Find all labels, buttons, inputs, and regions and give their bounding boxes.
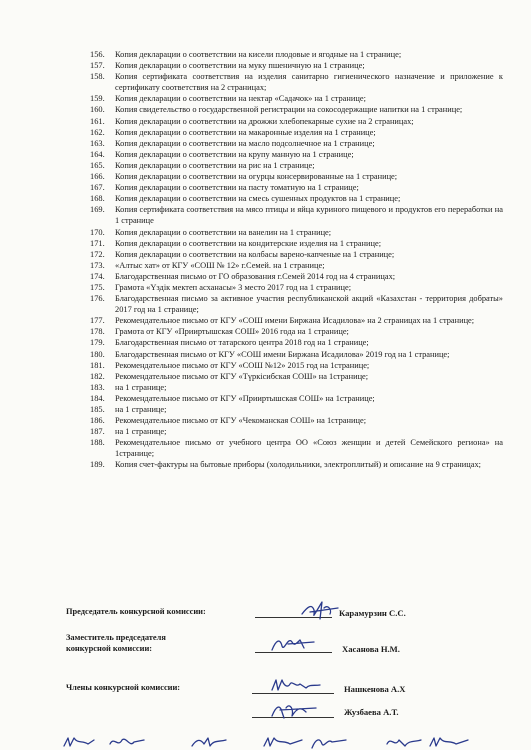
item-number: 168.	[90, 194, 105, 204]
item-text: Грамота от КГУ «Прииртышская СОШ» 2016 года на 1 странице;	[115, 327, 349, 337]
initial-mark-2	[108, 734, 148, 750]
list-item	[0, 93, 531, 104]
initial-mark-5	[310, 734, 350, 750]
item-text: Копия декларации о соответствии на рис на 1 странице;	[115, 160, 315, 170]
item-number: 170.	[90, 227, 105, 237]
list-item	[0, 138, 531, 149]
item-text: Рекомендательное письмо от учебного центра ОО «Союз женщин и детей Семейского региона» на 1странице;	[115, 438, 503, 459]
list-item	[0, 382, 531, 393]
list-item	[0, 149, 531, 160]
item-text: «Алтыс хат» от КГУ «СОШ № 12» г.Семей. на 1 странице;	[115, 260, 325, 270]
item-number: 187.	[90, 427, 105, 437]
list-item	[0, 459, 531, 470]
item-number: 172.	[90, 249, 105, 259]
initial-mark-3	[190, 734, 230, 750]
item-text: Благодарственная письмо от ГО образования г.Семей 2014 год на 4 страницах;	[115, 271, 396, 281]
list-item	[0, 349, 531, 360]
item-number: 159.	[90, 94, 105, 104]
item-number: 185.	[90, 405, 105, 414]
item-text: Благодарственная письмо от татарского центра 2018 год на 1 странице;	[115, 338, 369, 348]
list-item	[0, 182, 531, 193]
page-initials-row	[0, 730, 531, 750]
item-number: 173.	[90, 260, 105, 270]
item-text: на 1 странице;	[115, 427, 167, 437]
list-item	[0, 360, 531, 371]
deputy-role-label-1: Заместитель председателя	[66, 633, 166, 642]
member1-signature	[270, 676, 330, 696]
signature-block	[0, 600, 531, 750]
list-item	[0, 404, 531, 415]
deputy-role-label-2: конкурсной комиссии:	[66, 644, 153, 653]
item-number: 166.	[90, 172, 105, 182]
item-text: Рекомендательное письмо от КГУ «СОШ №12» 2015 год на 1странице;	[115, 360, 370, 370]
item-text: Копия декларации о соответствии на муку пшеничную на 1 странице;	[115, 61, 365, 71]
item-number: 188.	[90, 438, 105, 448]
item-number: 160.	[90, 105, 105, 115]
item-number: 184.	[90, 393, 105, 403]
list-item	[0, 415, 531, 426]
item-text: Копия декларации о соответствии на крупу манную на 1 странице;	[115, 149, 354, 159]
list-item	[0, 127, 531, 138]
attachments-list	[0, 49, 531, 471]
item-text: на 1 странице;	[115, 405, 167, 414]
initial-mark-1	[62, 734, 98, 750]
item-text: Копия декларации о соответствии на пасту томатную на 1 странице;	[115, 183, 359, 193]
item-number: 157.	[90, 61, 105, 71]
deputy-name: Хасанова Н.М.	[342, 644, 400, 654]
item-number: 156.	[90, 50, 105, 59]
item-text: Рекомендательное письмо от КГУ «Түркісибская СОШ» на 1странице;	[115, 371, 369, 381]
list-item	[0, 282, 531, 293]
list-item	[0, 326, 531, 337]
initial-mark-7	[428, 734, 472, 750]
item-text: Копия сертификата соответствия на изделия санитарно гигиенического назначение и приложение к сертификату соответствия на 2 страницах;	[115, 72, 503, 93]
list-item	[0, 60, 531, 71]
item-number: 180.	[90, 349, 105, 359]
list-item	[0, 227, 531, 238]
list-item	[0, 426, 531, 437]
item-number: 174.	[90, 271, 105, 281]
item-number: 179.	[90, 338, 105, 348]
item-number: 167.	[90, 183, 105, 193]
item-number: 178.	[90, 327, 105, 337]
members-role-label: Члены конкурсной комиссии:	[66, 683, 181, 692]
member1-name: Нашкенова А.Х	[344, 684, 406, 694]
item-number: 177.	[90, 316, 105, 326]
member2-name: Жузбаева А.Т.	[344, 707, 399, 717]
item-number: 158.	[90, 72, 105, 82]
list-item	[0, 293, 531, 315]
list-item	[0, 249, 531, 260]
item-number: 161.	[90, 116, 105, 126]
item-number: 164.	[90, 149, 105, 159]
item-text: Копия декларации о соответствии на нектар «Садачок» на 1 странице;	[115, 94, 366, 104]
chair-role-label: Председатель конкурсной комиссии:	[66, 607, 206, 616]
item-text: Копия сертификата соответствия на мясо птицы и яйца куриного пищевого и продуктов его переработки на 1 странице	[115, 205, 503, 226]
list-item	[0, 337, 531, 348]
item-text: Благодарственная письмо от КГУ «СОШ имени Биржана Исадилова» 2019 год на 1 странице;	[115, 349, 450, 359]
item-text: Копия декларации о соответствии на масло подсолнечное на 1 странице;	[115, 138, 375, 148]
item-number: 176.	[90, 294, 105, 304]
chair-name: Карамурзин С.С.	[339, 608, 406, 618]
list-item	[0, 315, 531, 326]
item-number: 175.	[90, 282, 105, 292]
item-text: Копия счет-фактуры на бытовые приборы (холодильники, электроплитый) и описание на 9 страницах;	[115, 460, 481, 470]
list-item	[0, 49, 531, 60]
item-number: 171.	[90, 238, 105, 248]
list-item	[0, 204, 531, 226]
list-item	[0, 104, 531, 115]
item-text: Рекомендательное письмо от КГУ «Прииртышская СОШ» на 1странице;	[115, 393, 375, 403]
item-number: 181.	[90, 360, 105, 370]
item-text: Копия декларации о соответствии на дрожжи хлебопекарные сухие на 2 страницах;	[115, 116, 414, 126]
list-item	[0, 271, 531, 282]
item-text: Копия декларации о соответствии на ванелин на 1 странице;	[115, 227, 332, 237]
item-text: Рекомендательное письмо от КГУ «СОШ имени Биржана Исадилова» на 2 страницах на 1 странице;	[115, 316, 475, 326]
list-item	[0, 393, 531, 404]
list-item	[0, 193, 531, 204]
list-item	[0, 71, 531, 93]
item-number: 165.	[90, 160, 105, 170]
item-text: Копия декларации о соответствии на кондитерские изделия на 1 странице;	[115, 238, 382, 248]
item-number: 162.	[90, 127, 105, 137]
list-item	[0, 437, 531, 459]
member2-signature	[270, 700, 325, 722]
list-item	[0, 160, 531, 171]
item-number: 183.	[90, 382, 105, 392]
item-text: на 1 странице;	[115, 382, 167, 392]
item-text: Копия декларации о соответствии на смесь сушенных продуктов на 1 странице;	[115, 194, 401, 204]
chair-signature	[300, 600, 340, 622]
list-item	[0, 238, 531, 249]
item-number: 163.	[90, 138, 105, 148]
item-number: 182.	[90, 371, 105, 381]
initial-mark-6	[385, 734, 425, 750]
item-text: Копия декларации о соответствии на колбасы варено-капченые на 1 странице;	[115, 249, 395, 259]
deputy-signature	[270, 632, 320, 654]
item-number: 186.	[90, 416, 105, 426]
list-item	[0, 171, 531, 182]
list-item	[0, 116, 531, 127]
item-text: Благодарственная письмо за активное участия республиканской акций «Казахстан - территория добраты» 2017 год на 1 странице;	[115, 294, 503, 315]
initial-mark-4	[262, 734, 306, 750]
list-item	[0, 260, 531, 271]
item-text: Рекомендательное письмо от КГУ «Чекоманская СОШ» на 1странице;	[115, 416, 367, 426]
item-text: Копия декларации о соответствии на макаронные изделия на 1 странице;	[115, 127, 376, 137]
item-text: Грамота «Үздік мектеп асханасы» 3 место 2017 год на 1 странице;	[115, 282, 352, 292]
item-text: Копия декларации о соответствии на огурцы консервированные на 1 странице;	[115, 172, 398, 182]
item-number: 169.	[90, 205, 105, 215]
list-item	[0, 371, 531, 382]
item-number: 189.	[90, 460, 105, 470]
item-text: Копия свидетельство о государственной регистрации на сокосодержащие напитки на 1 странице;	[115, 105, 463, 115]
item-text: Копия декларации о соответствии на кисели плодовые и ягодные на 1 странице;	[115, 50, 402, 59]
